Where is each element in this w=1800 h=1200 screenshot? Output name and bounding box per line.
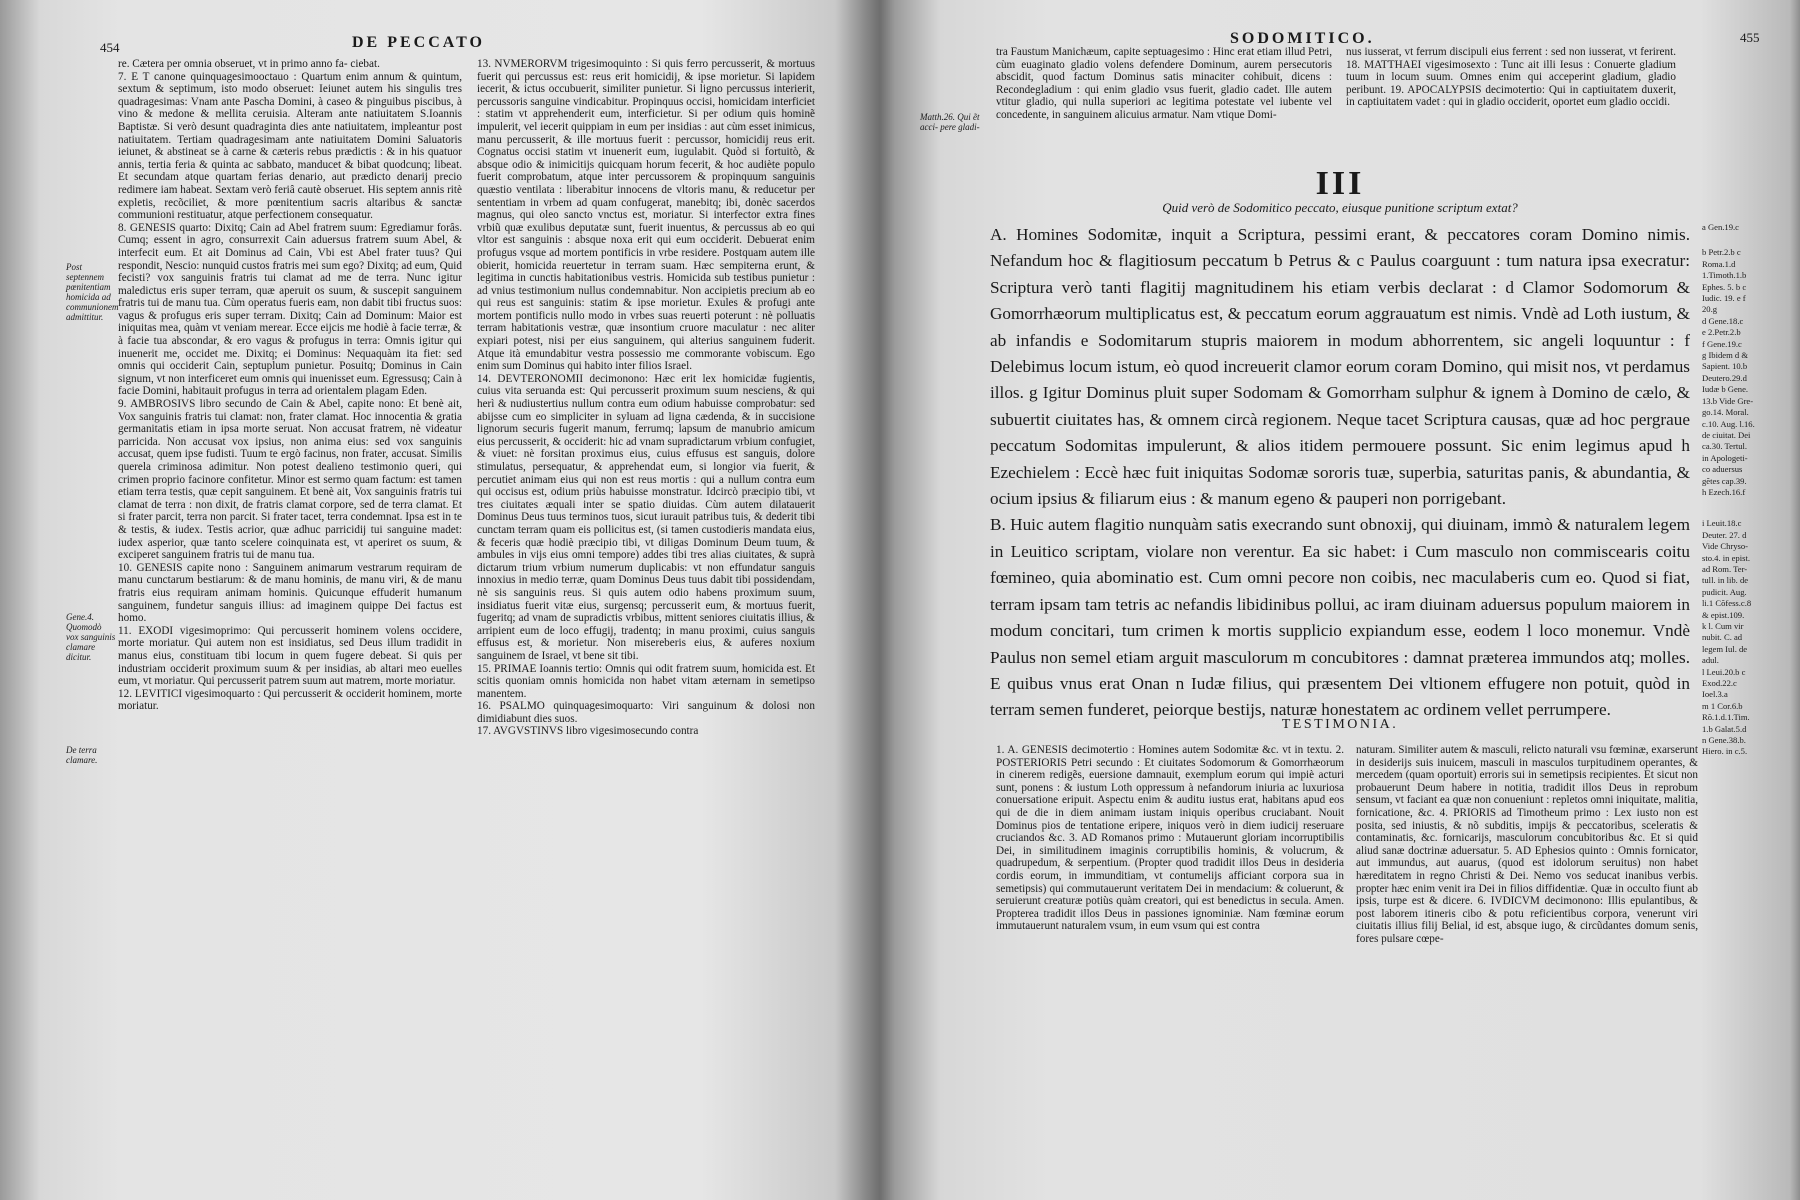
margin-ref: nubit. C. ad <box>1702 632 1743 643</box>
paragraph: 7. E T canone quinquagesimooctauo : Quartum enim annum & quintum, sextum & septimum, isto modo obseruet: Ieiunet autem his singulis tres quadragesimas: Vnam ante Pascha Domini, à caseo & pinguibus piscibus, à vino & medone & mellita ceruisia. Alteram ante natiuitatem S.Ioannis Baptistæ. Si verò desunt quadraginta dies ante natiuitatem, impleantur post natiuitatem. Tertiam quadragesimam ante natiuitatem Domini Saluatoris ieiunet, & abstineat se à carne & cæteris rebus prædictis : & in his quatuor annis, tertia feria & quinta ac sabbato, manducet & bibat quodcunq; libeat. Et secundam atque quartam ferias denario, aut prædicto denarij precio redimere iam habeat. Sextam verò feriâ cautè obseruet. His septem annis ritè expletis, recõciliet, & more pœnitentium sacris altaribus & sanctæ communioni restituatur, atque perfectionem consequatur. <box>118 70 462 222</box>
margin-ref: Hiero. in c.5. <box>1702 746 1748 757</box>
margin-ref: sto.4. in epist. <box>1702 552 1750 563</box>
right-top-column-1 <box>996 46 1332 122</box>
main-text <box>990 222 1690 724</box>
margin-ref: legem Iul. de <box>1702 643 1748 654</box>
paragraph: 11. EXODI vigesimoprimo: Qui percusserit hominem volens occidere, morte moriatur. Qui autem non est insidiatus, sed Deus illum tradidit in manus eius, constituam tibi locum in quem fugere debeat. Si quis per industriam occiderit proximum suum & per insidias, ab altari meo euelles eum, vt moriatur. Qui percusserit patrem suum aut matrem, morte moriatur. <box>118 624 462 688</box>
margin-ref: n Gene.38.b. <box>1702 735 1746 746</box>
question-title: Quid verò de Sodomitico peccato, eiusque punitione scriptum extat? <box>1162 200 1518 215</box>
margin-ref: 20.g <box>1702 304 1718 315</box>
paragraph: tra Faustum Manichæum, capite septuagesimo : Hinc erat etiam illud Petri, cùm euaginato gladio volens defendere Dominum, aurem persecutoris abscidit, quod factum Dominus satis minaciter cohibuit, dicens : Recondegladium : qui enim gladio vsus fuerit, gladio cadet. Ille autem vtitur gladio, qui nulla superiori ac legitima potestate vel iubente vel concedente, in sanguinem alicuius armatur. Nam vtique Domi- <box>996 46 1332 121</box>
paragraph: A. Homines Sodomitæ, inquit a Scriptura, pessimi erant, & peccatores coram Domino nimis. Nefandum hoc & flagitiosum peccatum b Petrus & c Paulus coarguunt : tum natura ipsa execratur: Scriptura verò tanti flagitij magnitudinem his etiam verbis declarat : d Clamor Sodomorum & Gomorrhæorum multiplicatus est, & peccatum eorum aggrauatum est nimis. Vndè ad Loth iustum, & ab infandis e Sodomitarum stupris maiorem in modum abhorrentem, sic angeli loquuntur : f Delebimus locum istum, eò quod increuerit clamor eorum coram Domino, qui misit nos, vt perdamus illos. g Igitur Dominus pluit super Sodomam & Gomorrham sulphur & ignem à Domino de cælo, & subuertit ciuitates has, & omnem circà regionem. Neque tacet Scriptura causas, quæ ad hoc pergraue peccatum Sodomitas impulerunt, & alios itidem permouere possunt. Sic enim legimus apud h Ezechielem : Eccè hæc fuit iniquitas Sodomæ sororis tuæ, superbia, saturitas panis, & abundantia, & ocium ipsius & filiarum eius : & manum egeno & pauperi non porrigebant. <box>990 225 1690 509</box>
page-number: 455 <box>1740 30 1760 45</box>
margin-references <box>1702 222 1772 758</box>
margin-ref: in Apologeti- <box>1702 452 1748 463</box>
margin-ref: 1.Timoth.1.b <box>1702 270 1747 281</box>
paragraph: B. Huic autem flagitio nunquàm satis execrando sunt obnoxij, qui diuinam, immò & naturalem legem in Leuitico scriptam, violare non verentur. Ea sic habet: i Cum masculo non commiscearis coitu fœmineo, quia abominatio est. Cum omni pecore non coibis, nec maculaberis cum eo. Quod si fiat, terram ipsam tam tetris ac nefandis libidinibus pollui, ac iram diuinam aduersus populum maiorem in modum concitari, tum crimen k mortis supplicio expiandum esse, eodem l loco monemur. Vndè Paulus non semel etiam arguit masculorum m concubitores : damnat præterea immundos atq; molles. E quibus vnus erat Onan n Iudæ filius, qui præsentem Dei vltionem effugere non potuit, quòd in terram semen funderet, peiorque bestijs, naturæ honestatem ac ordinem vellet perrumpere. <box>990 515 1690 720</box>
margin-ref: Deutero.29.d <box>1702 372 1747 383</box>
margin-ref: de ciuitat. Dei <box>1702 429 1751 440</box>
testimonia-heading: TESTIMONIA. <box>1281 717 1399 732</box>
paragraph: 12. LEVITICI vigesimoquarto : Qui percusserit & occiderit hominem, morte moriatur. <box>118 687 462 713</box>
running-head: DE PECCATO <box>352 34 485 51</box>
testimonia-column-2 <box>1356 744 1698 946</box>
margin-ref: c.10. Aug. l.16. <box>1702 418 1755 429</box>
margin-ref: Iudic. 19. e f <box>1702 293 1746 304</box>
margin-ref: co aduersus <box>1702 464 1743 475</box>
margin-ref: m 1 Cor.6.b <box>1702 700 1743 711</box>
margin-ref: li.1 Cõfess.c.8 <box>1702 598 1752 609</box>
margin-note: De terra clamare. <box>66 745 98 765</box>
margin-ref: Ephes. 5. b c <box>1702 281 1747 292</box>
right-top-column-2 <box>1346 46 1676 109</box>
left-page <box>0 0 870 1200</box>
margin-ref: k l. Cum vir <box>1702 621 1744 631</box>
margin-ref: g Ibidem d & <box>1702 350 1749 361</box>
margin-ref: f Gene.19.c <box>1702 338 1742 349</box>
running-head: SODOMITICO. <box>1230 30 1375 47</box>
margin-ref: d Gene.18.c <box>1702 315 1744 326</box>
margin-ref: adul. <box>1702 655 1719 666</box>
margin-ref: Roma.1.d <box>1702 258 1736 269</box>
margin-ref: pudicit. Aug. <box>1702 586 1747 597</box>
margin-ref: h Ezech.16.f <box>1702 486 1746 497</box>
margin-ref: Deuter. 27. d <box>1702 529 1747 540</box>
margin-ref: e 2.Petr.2.b <box>1702 327 1741 338</box>
margin-note: Matth.26. Qui ẽt acci- pere gladi- <box>920 112 980 132</box>
margin-ref: Iudæ b Gene. <box>1702 384 1749 395</box>
margin-ref: ad Rom. Ter- <box>1702 563 1748 574</box>
paragraph: 1. A. GENESIS decimotertio : Homines autem Sodomitæ &c. vt in textu. 2. POSTERIORIS Petri secundo : Et ciuitates Sodomorum & Gomorrhæorum in cinerem redigẽs, euersione damnauit, exemplum eorum qui impiè acturi sunt, ponens : & iustum Loth oppressum à nefandorum iniuria ac luxuriosa conuersatione eripuit. Aspectu enim & auditu iustus erat, habitans apud eos qui de die in diem animam iustam iniquis operibus cruciabant. Nouit Dominus pios de tentatione eripere, iniquos verò in diem iudicij reseruare cruciandos &c. 3. AD Romanos primo : Mutauerunt gloriam incorruptibilis Dei, in similitudinem imaginis corruptibilis hominis, & volucrum, & quadrupedum, & serpentium. (Propter quod tradidit illos Deus in desideria cordis eorum, in immunditiam, vt contumelijs afficiant corpora sua in semetipsis) qui commutauerunt veritatem Dei in mendacium: & coluerunt, & seruierunt creaturæ potiùs quàm creatori, qui est benedictus in secula. Amen. Propterea tradidit illos Deus in passiones ignominiæ. Nam fœminæ eorum immutauerunt naturalem vsum, in eum vsum qui est contra <box>996 744 1344 933</box>
left-column-1 <box>118 58 462 713</box>
margin-ref: gẽtes cap.39. <box>1702 475 1747 486</box>
paragraph: 13. NVMERORVM trigesimoquinto : Si quis ferro percusserit, & mortuus fuerit qui percussus est: reus erit homicidij, & ipse morietur. Si lapidem iecerit, & ictus occubuerit, similiter punietur. Si ligno percussus interierit, percussoris sanguine vindicabitur. Propinquus occisi, homicidam interficiet : statim vt apprehenderit eum, interficietur. Si per odium quis hominẽ impulerit, vel iecerit quippiam in eum per insidias : aut cùm esset inimicus, manu percusserit, & ille mortuus fuerit : percussor, homicidij reus erit. Cognatus occisi statim vt inuenerit eum, iugulabit. Quòd si fortuitò, & absque odio & inimicitijs quicquam horum fecerit, & hoc audiète populo fuerit comprobatum, atque inter percussorem & propinquum sanguinis quæstio ventilata : liberabitur innocens de vltoris manu, & reducetur per sententiam in vrbem ad quam confugerat, manebitq; ibi, donèc sacerdos magnus, qui oleo sancto vnctus est, moriatur. Si interfector extra fines vrbiũ quæ exulibus deputatæ sunt, fuerit inuentus, & percussus ab eo qui vltor est sanguinis : absque noxa erit qui eum occiderit. Debuerat enim profugus vsque ad mortem pontificis in vrbe residere. Postquam autem ille obierit, homicida reuertetur in terram suam. Hæc sempiterna erunt, & legitima in cunctis habitationibus vestris. Homicida sub testibus punietur : ad vnius testimonium nullus condemnabitur. Non accipietis precium ab eo qui reus est sanguinis: statim & ipse morietur. Exules & profugi ante mortem pontificis nullo modo in vrbes suas reuerti poterunt : nè polluatis terram habitationis vestræ, quæ insontium cruore maculatur : nec aliter expiari potest, nisi per eius sanguinem, qui alterius sanguinem fuderit. Atque ità emundabitur vestra possessio me commorante vobiscum. Ego enim sum Dominus qui habito inter filios Israel. <box>477 58 815 373</box>
margin-note: Gene.4. Quomodò vox sanguinis clamare dicitur. <box>66 612 116 662</box>
margin-ref: 1.b Galat.5.d <box>1702 723 1747 734</box>
paragraph: re. Cætera per omnia obseruet, vt in primo anno fa- ciebat. <box>118 58 380 70</box>
paragraph: 16. PSALMO quinquagesimoquarto: Viri sanguinum & dolosi non dimidiabunt dies suos. <box>477 700 815 725</box>
margin-ref: b Petr.2.b c <box>1702 247 1741 258</box>
margin-ref: go.14. Moral. <box>1702 407 1749 418</box>
margin-ref: Ioel.3.a <box>1702 689 1728 700</box>
paragraph: nus iusserat, vt ferrum discipuli eius ferrent : sed non iusserat, vt ferirent. 18. MATTHAEI vigesimosexto : Tunc ait illi Iesus : Conuerte gladium tuum in locum suum. Omnes enim qui acceperint gladium, gladio peribunt. 19. APOCALYPSIS decimotertio: Qui in captiuitatem duxerit, in captiuitatem vadet : qui in gladio occiderit, oportet eum gladio occidi. <box>1346 46 1676 109</box>
margin-ref: Exod.22.c <box>1702 678 1737 689</box>
paragraph: naturam. Similiter autem & masculi, relicto naturali vsu fœminæ, exarserunt in desiderijs suis inuicem, masculi in masculos turpitudinem operantes, & mercedem (quam oportuit) erroris sui in semetipsis recipientes. Et sicut non probauerunt Deum habere in notitia, tradidit illos Deus in reprobum sensum, vt faciant ea quæ non conueniunt : repletos omni iniquitate, malitia, fornicatione, &c. 4. PRIORIS ad Timotheum primo : Lex iusto non est posita, sed iniustis, & nõ subditis, impijs & peccatoribus, sceleratis & contaminatis, &c. fornicarijs, masculorum concubitoribus &c. Et si quid aliud sanæ doctrinæ aduersatur. 5. AD Ephesios quinto : Omnis fornicator, aut immundus, aut auarus, (quod est idolorum seruitus) non habet hæreditatem in regno Christi & Dei. Nemo vos seducat inanibus verbis. propter hæc enim venit ira Dei in filios diffidentiæ. Quæ in occulto fiunt ab ipsis, turpe est & dicere. 6. IVDICVM decimonono: Illis epulantibus, & post laborem itineris cibo & potu reficientibus corpora, venerunt viri ciuitatis illius filij Belial, id est, absque iugo, & circũdantes domum senis, fores pulsare cœpe- <box>1356 744 1698 945</box>
margin-ref: tull. in lib. de <box>1702 575 1749 586</box>
paragraph: 10. GENESIS capite nono : Sanguinem animarum vestrarum requiram de manu cunctarum bestiarum: & de manu hominis, de manu viri, & de manu fratris eius requiram animam hominis. Quicunque effuderit humanum sanguinem, fundetur sanguis illius: ad imaginem quippe Dei factus est homo. <box>118 561 462 625</box>
page-number: 454 <box>100 40 120 55</box>
paragraph: 9. AMBROSIVS libro secundo de Cain & Abel, capite nono: Et benè ait, Vox sanguinis fratris tui clamat: non, frater clamat. Hoc innocentia & gratia germanitatis etiam in ipsa morte seruat. Non accusat fratrem, nè videatur parricida. Non accusat vox ipsius, non anima eius: sed vox sanguinis accusat, quem ipse fudisti. Tuum te ergò facinus, non frater, accusat. Similis querela criminosa adimitur. Non potest dealieno testimonio queri, qui crimen proprio facinore confitetur. Minor est sermo quam factum: est tamen etiam terra testis, quæ cepit sanguinem. Et benè ait, Vox sanguinis fratris tui clamat de terra : non dixit, de fratris clamat corpore, sed de terra clamat. Et si frater parcit, terra non parcit. Si frater tacet, terra condemnat. Ipsa est in te & testis, & iudex. Testis acrior, quæ adhuc parricidij tui sanguine madet: iudex asperior, quæ tanto scelere coinquinata est, vt aperiret os suum, & exciperet sanguinem fratris tui de manu tua. <box>118 398 462 562</box>
section-number: III <box>1315 165 1365 202</box>
margin-ref: Vide Chryso- <box>1702 541 1749 552</box>
right-page <box>890 0 1800 1200</box>
margin-ref: l Leui.20.b c <box>1702 666 1746 677</box>
paragraph: 15. PRIMAE Ioannis tertio: Omnis qui odit fratrem suum, homicida est. Et scitis quoniam omnis homicida non habet vitam æternam in semetipso manentem. <box>477 662 815 700</box>
margin-note: Post septennem pœnitentiam homicida ad communionem admittitur. <box>66 262 119 322</box>
paragraph: 17. AVGVSTINVS libro vigesimosecundo contra <box>477 725 699 738</box>
margin-ref: Sapient. 10.b <box>1702 361 1748 372</box>
left-column-2 <box>477 58 815 738</box>
testimonia-column-1 <box>996 744 1344 933</box>
margin-ref: i Leuit.18.c <box>1702 518 1742 529</box>
margin-ref: 13.b Vide Gre- <box>1702 395 1754 406</box>
margin-ref: a Gen.19.c <box>1702 222 1739 232</box>
margin-ref: & epist.109. <box>1702 609 1745 620</box>
margin-ref: ca.30. Tertul. <box>1702 441 1748 452</box>
margin-ref: Rõ.1.d.1.Tim. <box>1702 712 1750 723</box>
paragraph: 14. DEVTERONOMII decimonono: Hæc erit lex homicidæ fugientis, cuius vita seruanda est: Qui percusserit proximum suum nesciens, & qui herì & nudiustertius nullum contra eum odium habuisse comprobatur: sed abijsse cum eo simpliciter in syluam ad ligna cædenda, & in succisione lignorum securis fugerit manum, ferrumq; lapsum de manubrio amicum eius percusserit, & occiderit: hic ad vnam supradictarum vrbium confugiet, & viuet: nè forsitan proximus eius, cuius effusus est sanguis, dolore stimulatus, persequatur, & apprehendat eum, si longior via fuerit, & percutiet animam eius qui non est reus mortis : qui a nullum contra eum qui occisus est, odium priùs habuisse monstratur. Idcircò præcipio tibi, vt tres ciuitates æquali inter se spatio diuidas. Cùm autem dilatauerit Dominus Deus tuus terminos tuos, sicut iurauit patribus tuis, & dederit tibi cunctam terram quam eis pollicitus est, (si tamen custodieris mandata eius, & feceris quæ hodiè præcipio tibi, vt diligas Dominum Deum tuum, & ambules in vijs eius omni tempore) addes tibi tres alias ciuitates, & suprà dictarum trium vrbium numerum duplicabis: vt non effundatur sanguis innoxius in medio terræ, quam Dominus Deus tuus dabit tibi possidendam, nè sis sanguinis reus. Si quis autem odio habens proximum suum, insidiatus fuerit vitæ eius, surgensq; percusserit eum, & mortuus fuerit, fugeritq; ad vnam de supradictis vrbibus, mittent seniores ciuitatis illius, & arripient eum de loco effugij, tradentq; in manu proximi, cuius sanguis effusus est, & morietur. Non misereberis eius, & auferes noxium sanguinem de Israel, vt bene sit tibi. <box>477 372 815 662</box>
paragraph: 8. GENESIS quarto: Dixitq; Cain ad Abel fratrem suum: Egrediamur forâs. Cumq; essent in agro, consurrexit Cain aduersus fratrem suum Abel, & interfecit eum. Et ait Dominus ad Cain, Vbi est Abel frater tuus? Qui respondit, Nescio: nunquid custos fratris mei sum ego? Dixitq; ad eum, Quid fecisti? vox sanguinis fratris tui clamat ad me de terra. Nunc igitur maledictus eris super terram, quæ aperuit os suum, & suscepit sanguinem fratris tui de manu tua. Cùm operatus fueris eam, non dabit tibi fructus suos: vagus & profugus eris super terram. Dixitq; Cain ad Dominum: Maior est iniquitas mea, quàm vt veniam merear. Ecce eijcis me hodiè à facie terræ, & à facie tua abscondar, & ero vagus & profugus in terra: Omnis igitur qui inuenerit me, occidet me. Dixitq; ei Dominus: Nequaquàm ita fiet: sed omnis qui occiderit Cain, septuplum punietur. Posuitq; Dominus in Cain signum, vt non interficeret eum omnis qui inuenisset eum. Egressusq; Cain à facie Domini, habitauit profugus in terra ad orientalem plagam Eden. <box>118 221 462 398</box>
